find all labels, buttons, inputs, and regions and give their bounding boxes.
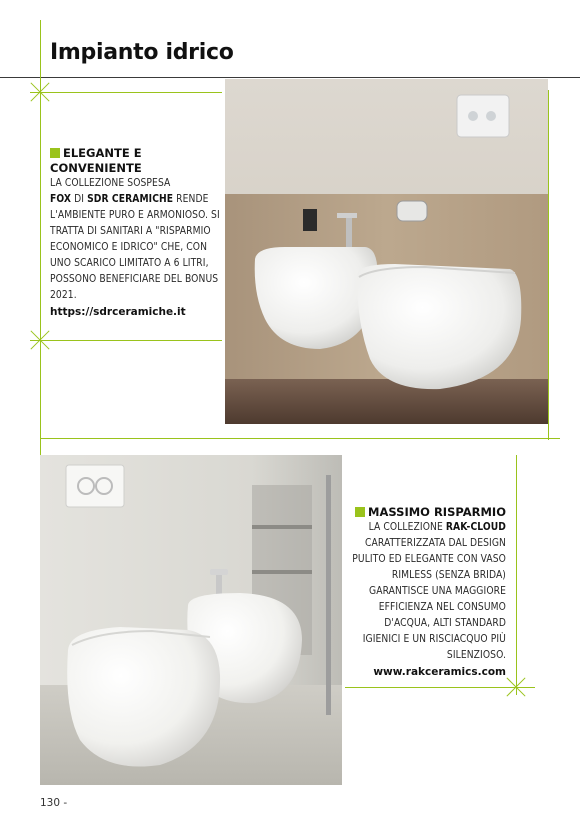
page-number: 130 -: [40, 797, 68, 809]
article-block-fox: [50, 146, 225, 320]
product-name: RAK-CLOUD: [445, 522, 506, 533]
website-link[interactable]: https://sdrceramiche.it: [50, 306, 186, 318]
header-rule: [0, 77, 580, 78]
block-body: LA COLLEZIONE SOSPESA FOX DI SDR CERAMICHE RENDE L'AMBIENTE PURO E ARMONIOSO. SI TRATTA DI SANITARI A "RISPARMIO ECONOMICO E IDRICO" CHE, CON UNO SCARICO LIMITATO A 6 LITRI, POSSONO BENEFICIARE DEL BONUS 2021.: [50, 178, 220, 301]
guide-line-right-vertical: [548, 90, 549, 440]
guide-line-mid-horizontal: [30, 340, 222, 341]
guide-line-top-horizontal: [30, 92, 222, 93]
product-photo-fox: [225, 79, 548, 424]
crop-mark-icon: [505, 676, 527, 698]
guide-line-right-vertical-lower: [516, 455, 517, 695]
product-photo-rak-cloud: [40, 455, 342, 785]
crop-mark-icon: [29, 81, 51, 103]
crop-mark-icon: [29, 329, 51, 351]
block-heading: ELEGANTE E CONVENIENTE: [50, 146, 142, 175]
bullet-square-icon: [50, 148, 60, 158]
article-block-rak-cloud: [344, 505, 506, 680]
website-link[interactable]: www.rakceramics.com: [373, 666, 506, 678]
block-heading: MASSIMO RISPARMIO: [344, 505, 506, 520]
brand-name: SDR CERAMICHE: [87, 194, 174, 205]
bullet-square-icon: [355, 507, 365, 517]
page-title: Impianto idrico: [50, 40, 234, 65]
block-body: LA COLLEZIONE RAK-CLOUD CARATTERIZZATA DAL DESIGN PULITO ED ELEGANTE CON VASO RIMLESS (SENZA BRIDA) GARANTISCE UNA MAGGIORE EFFICIENZA NEL CONSUMO D'ACQUA, ALTI STANDARD IGIENICI E UN RISCIACQUO PIÙ SILENZIOSO.: [352, 522, 506, 661]
guide-line-center-horizontal: [40, 438, 560, 439]
product-name: FOX: [50, 194, 72, 205]
